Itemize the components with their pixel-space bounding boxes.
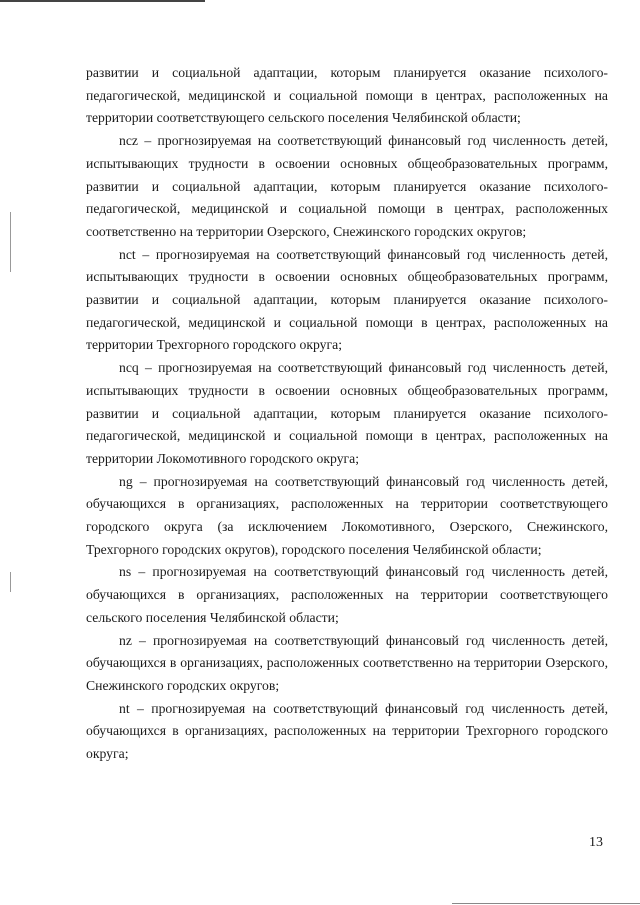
bottom-rule bbox=[452, 903, 640, 904]
scan-mark-left bbox=[10, 212, 11, 272]
paragraph-ncz: ncz – прогнозируемая на соответствующий финансовый год численность детей, испытывающих трудности в освоении основных общеобразовательных программ, развитии и социальной адаптации, которым планируется оказание психолого-педагогической, медицинской и социальной помощи в центрах, расположенных соответственно на территории Озерского, Снежинского городских округов; bbox=[86, 133, 612, 239]
top-rule bbox=[0, 0, 205, 2]
paragraph-nz: nz – прогнозируемая на соответствующий финансовый год численность детей, обучающихся в организациях, расположенных соответственно на территории Озерского, Снежинского городских округов; bbox=[86, 632, 612, 693]
paragraph-ns: ns – прогнозируемая на соответствующий финансовый год численность детей, обучающихся в организациях, расположенных на территории соответствующего сельского поселения Челябинской области; bbox=[86, 564, 612, 625]
paragraph-nct: nct – прогнозируемая на соответствующий финансовый год численность детей, испытывающих трудности в освоении основных общеобразовательных программ, развитии и социальной адаптации, которым планируется оказание психолого-педагогической, медицинской и социальной помощи в центрах, расположенных на территории Трехгорного городского округа; bbox=[86, 246, 612, 353]
scan-mark-left-lower bbox=[10, 572, 11, 592]
paragraph-ncq: ncq – прогнозируемая на соответствующий финансовый год численность детей, испытывающих трудности в освоении основных общеобразовательных программ, развитии и социальной адаптации, которым планируется оказание психолого-педагогической, медицинской и социальной помощи в центрах, расположенных на территории Локомотивного городского округа; bbox=[86, 360, 612, 466]
document-body bbox=[86, 62, 612, 766]
paragraph-continuation: развитии и социальной адаптации, которым планируется оказание психолого-педагогической, медицинской и социальной помощи в центрах, расположенных на территории соответствующего сельского поселения Челябинской области; bbox=[86, 65, 612, 126]
paragraph-ng: ng – прогнозируемая на соответствующий финансовый год численность детей, обучающихся в организациях, расположенных на территории соответствующего городского округа (за исключением Локомотивного, Озерского, Снежинского, Трехгорного городских округов), городского поселения Челябинской области; bbox=[86, 473, 612, 557]
page-number: 13 bbox=[589, 835, 603, 850]
paragraph-nt: nt – прогнозируемая на соответствующий финансовый год численность детей, обучающихся в организациях, расположенных на территории Трехгорного городского округа; bbox=[86, 700, 612, 762]
